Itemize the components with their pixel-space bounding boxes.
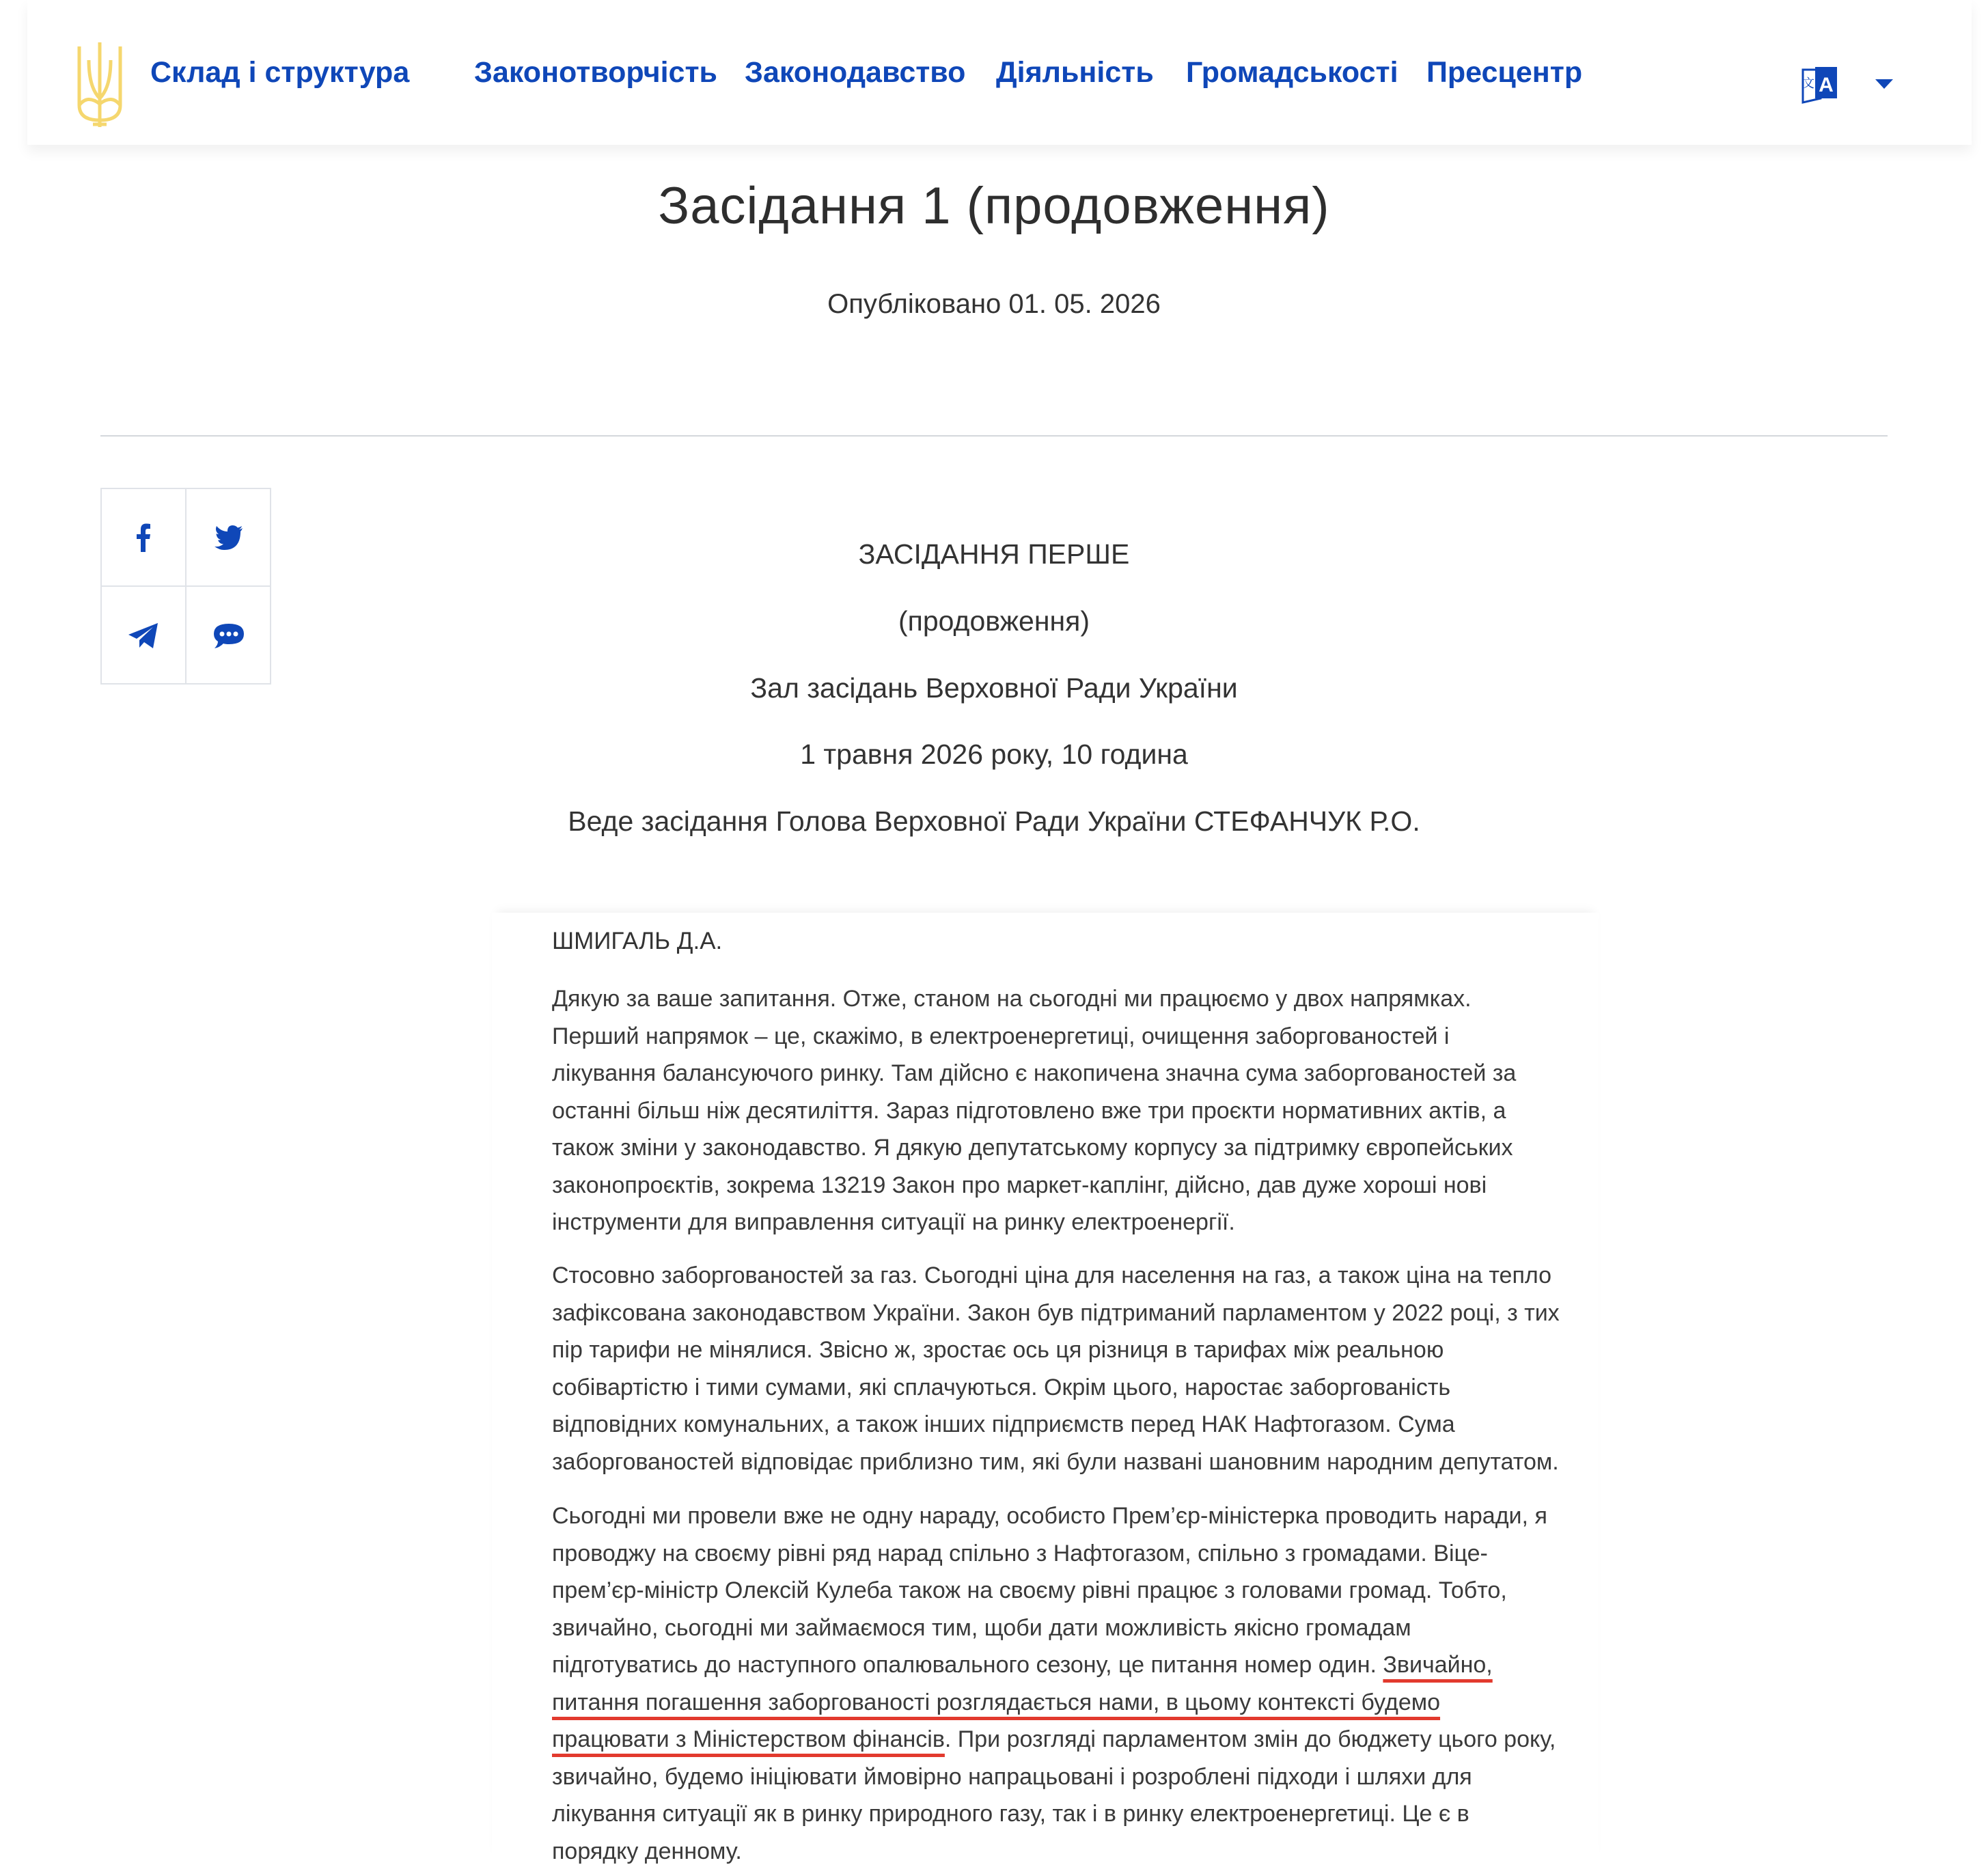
published-value: 01. 05. 2026 — [1008, 289, 1161, 319]
svg-text:文: 文 — [1802, 77, 1814, 90]
trident-icon[interactable] — [72, 40, 127, 128]
translate-icon — [1800, 63, 1840, 105]
chevron-down-icon — [1875, 79, 1893, 89]
published-label: Опубліковано — [827, 289, 1002, 319]
session-datetime: 1 травня 2026 року, 10 година — [800, 738, 1188, 770]
page-title: Засідання 1 (продовження) — [658, 177, 1330, 235]
nav-activity[interactable]: Діяльність — [996, 56, 1154, 89]
highlighted-quote: Звичайно, питання погашення заборгованості розглядається нами, в цьому контексті будемо працювати з Міністерством фінансів — [552, 1652, 1493, 1752]
svg-text:A: A — [1819, 74, 1834, 96]
share-panel — [100, 488, 271, 685]
divider — [100, 435, 1888, 437]
session-subheading: (продовження) — [898, 605, 1090, 637]
language-switcher[interactable] — [1800, 63, 1896, 107]
transcript-paragraph-1: Дякую за ваше запитання. Отже, станом на сьогодні ми працюємо у двох напрямках. Перший напрямок – це, скажімо, в електроенергетиці, очищення заборгованостей і лікування балансуючого ринку. Там дійсно є накопичена значна сума заборгованостей за останні більш ніж десятиліття. Зараз підготовлено вже три проєкти нормативних актів, а також зміни у законодавство. Я дякую депутатському корпусу за підтримку європейських законопроєктів, зокрема 13219 Закон про маркет-каплінг, дійсно, дав дуже хороші нові інструменти для виправлення ситуації на ринку електроенергії. — [552, 986, 1517, 1235]
speaker-name: ШМИГАЛЬ Д.А. — [552, 928, 723, 954]
session-heading: ЗАСІДАННЯ ПЕРШЕ — [858, 538, 1130, 570]
nav-legislation[interactable]: Законодавство — [745, 56, 966, 89]
nav-composition[interactable]: Склад і структура — [150, 56, 410, 89]
session-location: Зал засідань Верховної Ради України — [750, 672, 1238, 704]
nav-press-center[interactable]: Пресцентр — [1426, 56, 1583, 89]
site-header — [27, 0, 1972, 145]
nav-public[interactable]: Громадськості — [1186, 56, 1398, 89]
published-date — [0, 289, 1988, 320]
session-chair: Веде засідання Голова Верховної Ради України СТЕФАНЧУК Р.О. — [568, 805, 1420, 837]
paragraph-3-start: Сьогодні ми провели вже не одну нараду, особисто Прем’єр-міністерка проводить наради, я проводжу на своєму рівні ряд нарад спільно з Нафтогазом, спільно з громадами. Віце-прем’єр-міністр Олексій Кулеба також на своєму рівні працює з головами громад. Тобто, звичайно, сьогодні ми займаємося тим, щоби дати можливість якісно громадам підготуватись до наступного опалювального сезону, це питання номер один. — [552, 1503, 1547, 1678]
transcript-paragraph-3 — [552, 1497, 1560, 1865]
paragraph-3-end: . При розгляді парламентом змін до бюджету цього року, звичайно, будемо ініціювати ймовірно напрацьовані і розроблені підходи і шляхи для лікування ситуації як в ринку природного газу, так і в ринку електроенергетиці. Це є в порядку денному. — [552, 1726, 1556, 1864]
nav-lawmaking[interactable]: Законотворчість — [474, 56, 717, 89]
transcript-paragraph-2: Стосовно заборгованостей за газ. Сьогодні ціна для населення на газ, а також ціна на тепло зафіксована законодавством України. Закон був підтриманий парламентом у 2022 році, з тих пір тарифи не мінялися. Звісно ж, зростає ось ця різниця в тарифах між реальною собівартістю і тими сумами, які сплачуються. Окрім цього, наростає заборгованість відповідних комунальних, а також інших підприємств перед НАК Нафтогазом. Сума заборгованостей відповідає приблизно тим, які були названі шановним народним депутатом. — [552, 1262, 1560, 1475]
